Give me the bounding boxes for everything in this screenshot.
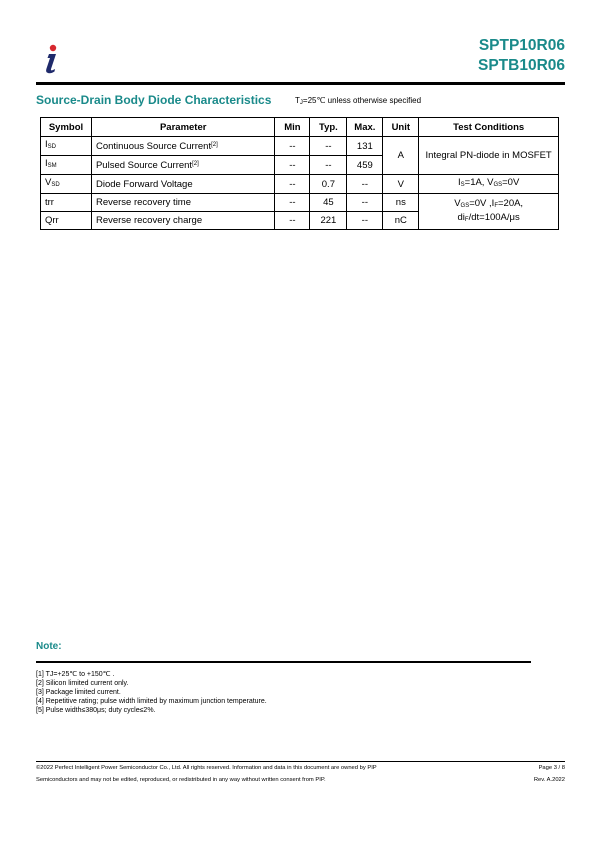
symbol-cell: $V_{SD}$	[41, 175, 92, 194]
notes-rule	[36, 661, 531, 663]
test-condition-cell: $V_{GS}=0V$ $,I_F=20A$, $di_F/dt=100A/\mu s$	[419, 194, 559, 230]
symbol-cell: Qrr	[41, 212, 92, 230]
header-unit: Unit	[383, 118, 419, 137]
max-cell: 459	[347, 156, 383, 175]
test-condition-cell: $I_S=1A$, $V_{GS}=0V$	[419, 175, 559, 194]
copyright-text-2: Semiconductors and may not be edited, reproduced, or redistributed in any way without written consent from PIP.	[36, 777, 326, 783]
parameter-cell: Reverse recovery charge	[91, 212, 274, 230]
note-item: [1] TJ=+25℃ to +150℃ .	[36, 671, 115, 678]
min-cell: --	[275, 212, 310, 230]
parameter-cell: Diode Forward Voltage	[91, 175, 274, 194]
header-min: Min	[275, 118, 310, 137]
note-item: [2] Silicon limited current only.	[36, 680, 129, 687]
table-row	[41, 194, 559, 212]
copyright-text: ©2022 Perfect Intelligent Power Semiconductor Co., Ltd. All rights reserved. Information and data in this document are owned by PIP	[36, 765, 377, 771]
min-cell: --	[275, 156, 310, 175]
pip-logo-icon	[40, 44, 64, 74]
max-cell: --	[347, 175, 383, 194]
symbol-cell: $I_{SD}$	[41, 137, 92, 156]
min-cell: --	[275, 175, 310, 194]
part-number-1: SPTP10R06	[478, 37, 565, 54]
part-numbers	[478, 36, 565, 76]
max-cell: --	[347, 194, 383, 212]
page-number: Page 3 / 8	[538, 765, 565, 771]
typ-cell: --	[310, 137, 347, 156]
note-item: [3] Package limited current.	[36, 689, 121, 696]
typ-cell: --	[310, 156, 347, 175]
typ-cell: 45	[310, 194, 347, 212]
test-condition-cell: Integral PN-diode in MOSFET	[419, 137, 559, 175]
symbol-cell: trr	[41, 194, 92, 212]
header-parameter: Parameter	[91, 118, 274, 137]
header-rule	[36, 82, 565, 85]
header-max: Max.	[347, 118, 383, 137]
table-row	[41, 137, 559, 156]
unit-cell: V	[383, 175, 419, 194]
typ-cell: 221	[310, 212, 347, 230]
table-row	[41, 175, 559, 194]
notes-list	[36, 670, 267, 715]
part-number-2: SPTB10R06	[477, 57, 565, 74]
header-test-conditions: Test Conditions	[419, 118, 559, 137]
header-symbol: Symbol	[41, 118, 92, 137]
parameter-cell: Reverse recovery time	[91, 194, 274, 212]
typ-cell: 0.7	[310, 175, 347, 194]
parameter-cell: Continuous Source Current[2]	[91, 137, 274, 156]
unit-cell: ns	[383, 194, 419, 212]
unit-cell: A	[383, 137, 419, 175]
section-title: Source-Drain Body Diode Characteristics	[36, 93, 272, 107]
note-item: [4] Repetitive rating; pulse width limited by maximum junction temperature.	[36, 698, 267, 705]
max-cell: --	[347, 212, 383, 230]
revision: Rev. A.2022	[533, 777, 565, 783]
notes-title: Note:	[36, 641, 62, 652]
symbol-cell: $I_{SM}$	[41, 156, 92, 175]
table-header-row	[41, 118, 559, 137]
diode-characteristics-table	[40, 117, 559, 230]
min-cell: --	[275, 137, 310, 156]
note-item: [5] Pulse width≤380μs; duty cycle≤2%.	[36, 707, 156, 714]
header-typ: Typ.	[310, 118, 347, 137]
footer-rule	[36, 761, 565, 762]
parameter-cell: Pulsed Source Current[2]	[91, 156, 274, 175]
section-condition: $T_J=25℃$ unless otherwise specified	[295, 96, 422, 106]
max-cell: 131	[347, 137, 383, 156]
unit-cell: nC	[383, 212, 419, 230]
min-cell: --	[275, 194, 310, 212]
